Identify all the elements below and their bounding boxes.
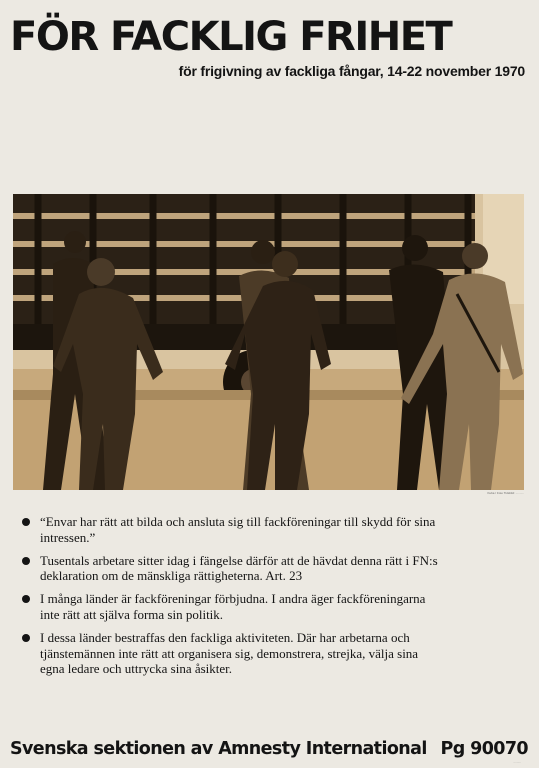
footer-organization: Svenska sektionen av Amnesty International	[10, 739, 427, 759]
poster-subtitle: för frigivning av fackliga fångar, 14-22 november 1970	[178, 63, 525, 79]
photo-illustration	[13, 194, 524, 490]
bullet-text: Tusentals arbetare sitter idag i fängelse därför att de hävdat denna rätt i FN:s deklaration om de mänskliga rättigheterna. Art. 23	[40, 552, 438, 584]
list-item	[22, 591, 442, 623]
bullet-dot-icon	[22, 595, 30, 603]
list-item	[22, 514, 442, 546]
list-item	[22, 630, 442, 677]
list-item	[22, 553, 442, 585]
bullet-text: I många länder är fackföreningar förbjudna. I andra äger fackföreningarna inte rätt att själva forma sin politik.	[40, 591, 426, 622]
bullet-dot-icon	[22, 634, 30, 642]
printer-note: .........	[513, 760, 521, 764]
poster-title: FÖR FACKLIG FRIHET	[10, 14, 452, 60]
bullet-dot-icon	[22, 518, 30, 526]
footer	[10, 738, 532, 760]
photo-prisoners-escorted	[13, 194, 524, 490]
bullet-text: “Envar har rätt att bilda och ansluta sig till fackföreningar till skydd för sina intressen.”	[40, 514, 436, 545]
bullet-list	[22, 514, 442, 684]
bullet-text: I dessa länder bestraffas den fackliga aktiviteten. Där har arbetarna och tjänstemännen inte rätt att organisera sig, demonstrera, strejka, välja sina egna ledare och uttrycka sina åsikter.	[40, 629, 419, 677]
bullet-dot-icon	[22, 557, 30, 565]
footer-postgiro: Pg 90070	[440, 739, 528, 759]
photo-caption: Kuba / Foto Tidsbild: ..........	[487, 491, 524, 495]
